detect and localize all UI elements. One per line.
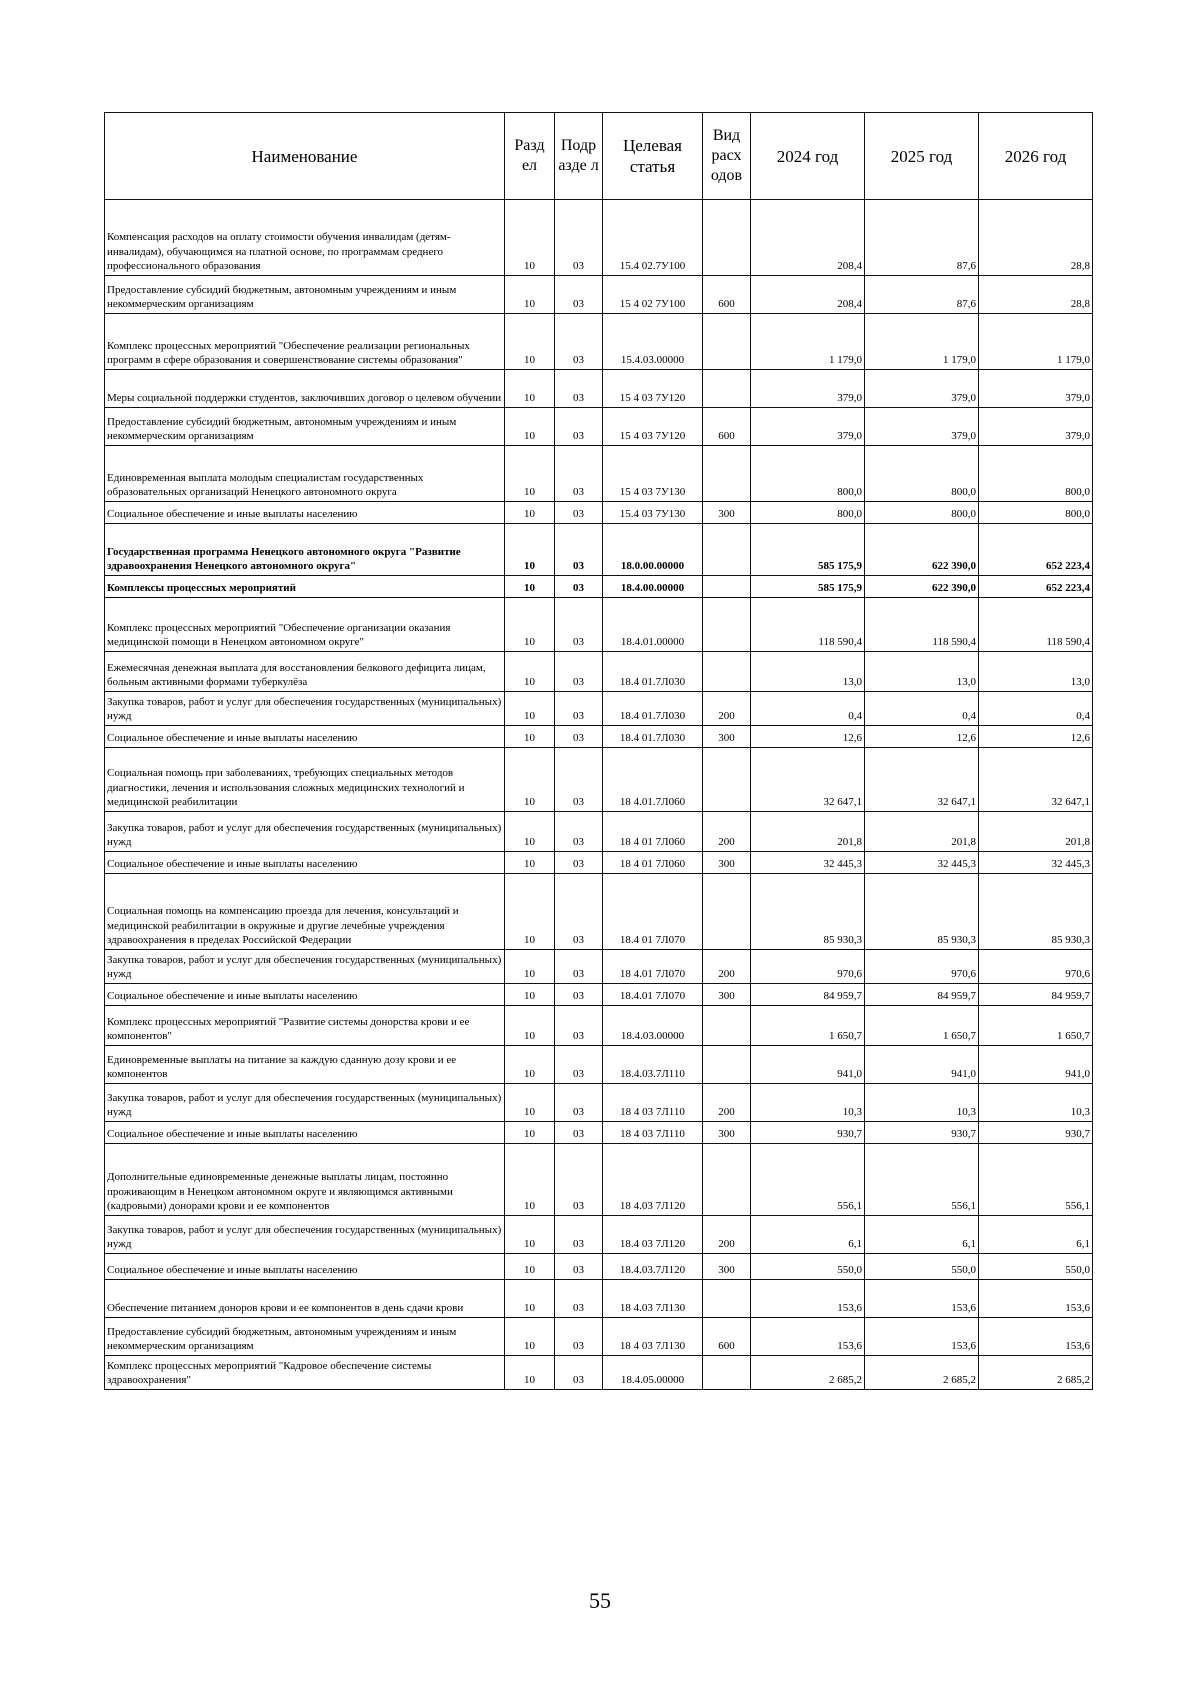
row-razdel: 10	[505, 276, 555, 314]
row-amount-2026: 930,7	[979, 1122, 1093, 1144]
table-row	[105, 652, 1093, 692]
row-razdel: 10	[505, 748, 555, 812]
row-amount-2025: 153,6	[865, 1318, 979, 1356]
row-expense-type	[703, 576, 751, 598]
row-expense-type	[703, 652, 751, 692]
row-podrazdel: 03	[555, 852, 603, 874]
row-amount-2024: 800,0	[751, 446, 865, 502]
row-amount-2025: 12,6	[865, 726, 979, 748]
row-name: Закупка товаров, работ и услуг для обеспечения государственных (муниципальных) нужд	[105, 1084, 505, 1122]
row-amount-2024: 13,0	[751, 652, 865, 692]
row-podrazdel: 03	[555, 950, 603, 984]
table-body	[105, 200, 1093, 1390]
row-target-article: 15 4 03 7У130	[603, 446, 703, 502]
row-amount-2024: 10,3	[751, 1084, 865, 1122]
row-amount-2026: 800,0	[979, 502, 1093, 524]
row-expense-type: 200	[703, 1084, 751, 1122]
table-row	[105, 576, 1093, 598]
row-podrazdel: 03	[555, 1318, 603, 1356]
row-amount-2025: 2 685,2	[865, 1356, 979, 1390]
table-row	[105, 748, 1093, 812]
row-amount-2025: 201,8	[865, 812, 979, 852]
table-row	[105, 502, 1093, 524]
row-amount-2025: 10,3	[865, 1084, 979, 1122]
row-razdel: 10	[505, 852, 555, 874]
row-amount-2026: 652 223,4	[979, 524, 1093, 576]
row-razdel: 10	[505, 812, 555, 852]
row-name: Комплексы процессных мероприятий	[105, 576, 505, 598]
row-name: Обеспечение питанием доноров крови и ее компонентов в день сдачи крови	[105, 1280, 505, 1318]
row-amount-2024: 84 959,7	[751, 984, 865, 1006]
row-amount-2024: 208,4	[751, 200, 865, 276]
row-expense-type	[703, 524, 751, 576]
row-amount-2024: 2 685,2	[751, 1356, 865, 1390]
table-row	[105, 1216, 1093, 1254]
row-expense-type	[703, 446, 751, 502]
table-row	[105, 1006, 1093, 1046]
row-podrazdel: 03	[555, 276, 603, 314]
row-amount-2026: 556,1	[979, 1144, 1093, 1216]
row-amount-2024: 118 590,4	[751, 598, 865, 652]
row-expense-type: 200	[703, 812, 751, 852]
row-target-article: 15 4 03 7У120	[603, 370, 703, 408]
row-expense-type: 300	[703, 726, 751, 748]
row-amount-2025: 87,6	[865, 276, 979, 314]
row-target-article: 18 4.01.7Л060	[603, 748, 703, 812]
table-row	[105, 874, 1093, 950]
row-expense-type: 200	[703, 1216, 751, 1254]
row-amount-2024: 32 445,3	[751, 852, 865, 874]
table-row	[105, 1046, 1093, 1084]
row-amount-2025: 85 930,3	[865, 874, 979, 950]
row-name: Закупка товаров, работ и услуг для обеспечения государственных (муниципальных) нужд	[105, 812, 505, 852]
row-amount-2025: 13,0	[865, 652, 979, 692]
row-amount-2024: 12,6	[751, 726, 865, 748]
row-amount-2025: 6,1	[865, 1216, 979, 1254]
row-amount-2025: 0,4	[865, 692, 979, 726]
row-podrazdel: 03	[555, 1356, 603, 1390]
row-podrazdel: 03	[555, 1046, 603, 1084]
row-amount-2025: 87,6	[865, 200, 979, 276]
row-podrazdel: 03	[555, 370, 603, 408]
row-razdel: 10	[505, 524, 555, 576]
row-podrazdel: 03	[555, 1122, 603, 1144]
row-podrazdel: 03	[555, 748, 603, 812]
row-name: Комплекс процессных мероприятий "Обеспечение организации оказания медицинской помощи в Ненецком автономном округе"	[105, 598, 505, 652]
row-expense-type	[703, 1006, 751, 1046]
row-podrazdel: 03	[555, 984, 603, 1006]
header-year-2026: 2026 год	[979, 113, 1093, 200]
header-name: Наименование	[105, 113, 505, 200]
row-amount-2025: 800,0	[865, 502, 979, 524]
row-amount-2025: 118 590,4	[865, 598, 979, 652]
row-target-article: 18 4.03 7Л130	[603, 1280, 703, 1318]
row-podrazdel: 03	[555, 692, 603, 726]
table-header	[105, 113, 1093, 200]
table-row	[105, 1280, 1093, 1318]
row-expense-type: 200	[703, 950, 751, 984]
row-amount-2024: 379,0	[751, 370, 865, 408]
row-expense-type	[703, 1280, 751, 1318]
row-razdel: 10	[505, 1144, 555, 1216]
row-target-article: 18 4.03 7Л120	[603, 1144, 703, 1216]
row-expense-type	[703, 370, 751, 408]
row-razdel: 10	[505, 874, 555, 950]
row-amount-2024: 556,1	[751, 1144, 865, 1216]
row-target-article: 18.4.01 7Л070	[603, 984, 703, 1006]
row-podrazdel: 03	[555, 446, 603, 502]
row-razdel: 10	[505, 370, 555, 408]
row-podrazdel: 03	[555, 1254, 603, 1280]
header-expense-type: Вид расх одов	[703, 113, 751, 200]
row-amount-2025: 556,1	[865, 1144, 979, 1216]
row-razdel: 10	[505, 1084, 555, 1122]
row-podrazdel: 03	[555, 1216, 603, 1254]
row-razdel: 10	[505, 1216, 555, 1254]
row-amount-2025: 379,0	[865, 370, 979, 408]
row-amount-2024: 550,0	[751, 1254, 865, 1280]
row-name: Социальная помощь на компенсацию проезда для лечения, консультаций и медицинской реабилитации в окружные и другие лечебные учреждения здравоохранения в пределах Российской Федерации	[105, 874, 505, 950]
row-name: Комплекс процессных мероприятий "Кадровое обеспечение системы здравоохранения"	[105, 1356, 505, 1390]
row-name: Дополнительные единовременные денежные выплаты лицам, постоянно проживающим в Ненецком автономном округе и являющимся активными (кадровыми) донорами крови и ее компонентов	[105, 1144, 505, 1216]
row-amount-2026: 6,1	[979, 1216, 1093, 1254]
row-amount-2026: 941,0	[979, 1046, 1093, 1084]
row-target-article: 18.0.00.00000	[603, 524, 703, 576]
row-name: Меры социальной поддержки студентов, заключивших договор о целевом обучении	[105, 370, 505, 408]
row-podrazdel: 03	[555, 524, 603, 576]
row-amount-2024: 85 930,3	[751, 874, 865, 950]
row-podrazdel: 03	[555, 652, 603, 692]
table-row	[105, 370, 1093, 408]
row-podrazdel: 03	[555, 408, 603, 446]
row-razdel: 10	[505, 726, 555, 748]
row-amount-2025: 550,0	[865, 1254, 979, 1280]
row-amount-2024: 800,0	[751, 502, 865, 524]
row-target-article: 18.4 01.7Л030	[603, 652, 703, 692]
row-amount-2025: 32 445,3	[865, 852, 979, 874]
row-target-article: 18.4.03.7Л120	[603, 1254, 703, 1280]
row-target-article: 18.4.00.00000	[603, 576, 703, 598]
row-amount-2026: 28,8	[979, 200, 1093, 276]
row-name: Государственная программа Ненецкого автономного округа "Развитие здравоохранения Ненецкого автономного округа"	[105, 524, 505, 576]
table-row	[105, 1084, 1093, 1122]
row-podrazdel: 03	[555, 502, 603, 524]
row-amount-2025: 622 390,0	[865, 576, 979, 598]
row-target-article: 18.4 01.7Л030	[603, 726, 703, 748]
row-amount-2026: 84 959,7	[979, 984, 1093, 1006]
row-razdel: 10	[505, 1280, 555, 1318]
row-expense-type: 300	[703, 984, 751, 1006]
row-amount-2024: 32 647,1	[751, 748, 865, 812]
row-amount-2025: 622 390,0	[865, 524, 979, 576]
row-target-article: 18.4.01.00000	[603, 598, 703, 652]
row-podrazdel: 03	[555, 314, 603, 370]
row-amount-2026: 379,0	[979, 370, 1093, 408]
row-amount-2026: 32 445,3	[979, 852, 1093, 874]
table-row	[105, 314, 1093, 370]
row-expense-type: 300	[703, 502, 751, 524]
row-target-article: 18 4 03 7Л110	[603, 1084, 703, 1122]
row-amount-2026: 652 223,4	[979, 576, 1093, 598]
row-amount-2024: 153,6	[751, 1318, 865, 1356]
row-podrazdel: 03	[555, 812, 603, 852]
row-razdel: 10	[505, 984, 555, 1006]
row-amount-2026: 1 179,0	[979, 314, 1093, 370]
row-amount-2025: 1 179,0	[865, 314, 979, 370]
row-name: Единовременные выплаты на питание за каждую сданную дозу крови и ее компонентов	[105, 1046, 505, 1084]
row-name: Социальное обеспечение и иные выплаты населению	[105, 1254, 505, 1280]
row-podrazdel: 03	[555, 1280, 603, 1318]
row-target-article: 18 4 03 7Л130	[603, 1318, 703, 1356]
row-expense-type	[703, 598, 751, 652]
row-expense-type	[703, 748, 751, 812]
row-amount-2025: 84 959,7	[865, 984, 979, 1006]
row-razdel: 10	[505, 1046, 555, 1084]
row-razdel: 10	[505, 446, 555, 502]
row-amount-2024: 208,4	[751, 276, 865, 314]
header-year-2024: 2024 год	[751, 113, 865, 200]
row-amount-2025: 800,0	[865, 446, 979, 502]
row-name: Социальное обеспечение и иные выплаты населению	[105, 502, 505, 524]
row-amount-2026: 0,4	[979, 692, 1093, 726]
row-razdel: 10	[505, 200, 555, 276]
row-name: Предоставление субсидий бюджетным, автономным учреждениям и иным некоммерческим организациям	[105, 1318, 505, 1356]
row-razdel: 10	[505, 1356, 555, 1390]
row-name: Комплекс процессных мероприятий "Обеспечение реализации региональных программ в сфере образования и совершенствование системы образования"	[105, 314, 505, 370]
table-row	[105, 1254, 1093, 1280]
row-razdel: 10	[505, 1254, 555, 1280]
row-target-article: 18.4 01.7Л030	[603, 692, 703, 726]
row-podrazdel: 03	[555, 576, 603, 598]
row-name: Компенсация расходов на оплату стоимости обучения инвалидам (детям-инвалидам), обучающимся на платной основе, по программам среднего профессионального образования	[105, 200, 505, 276]
row-amount-2026: 12,6	[979, 726, 1093, 748]
row-expense-type	[703, 200, 751, 276]
row-razdel: 10	[505, 950, 555, 984]
table-row	[105, 950, 1093, 984]
row-podrazdel: 03	[555, 1084, 603, 1122]
table-row	[105, 984, 1093, 1006]
row-name: Социальная помощь при заболеваниях, требующих специальных методов диагностики, лечения и использования сложных медицинских технологий и медицинской реабилитации	[105, 748, 505, 812]
row-razdel: 10	[505, 1006, 555, 1046]
row-podrazdel: 03	[555, 874, 603, 950]
row-podrazdel: 03	[555, 1006, 603, 1046]
row-amount-2026: 85 930,3	[979, 874, 1093, 950]
row-expense-type	[703, 1046, 751, 1084]
row-expense-type: 300	[703, 1122, 751, 1144]
row-name: Единовременная выплата молодым специалистам государственных образовательных организаций Ненецкого автономного округа	[105, 446, 505, 502]
row-amount-2026: 379,0	[979, 408, 1093, 446]
row-target-article: 18.4.03.7Л110	[603, 1046, 703, 1084]
row-name: Комплекс процессных мероприятий "Развитие системы донорства крови и ее компонентов"	[105, 1006, 505, 1046]
row-razdel: 10	[505, 1318, 555, 1356]
row-target-article: 18 4 03 7Л110	[603, 1122, 703, 1144]
row-amount-2024: 585 175,9	[751, 576, 865, 598]
row-amount-2024: 201,8	[751, 812, 865, 852]
row-name: Социальное обеспечение и иные выплаты населению	[105, 984, 505, 1006]
row-name: Социальное обеспечение и иные выплаты населению	[105, 1122, 505, 1144]
row-razdel: 10	[505, 1122, 555, 1144]
row-target-article: 18.4.05.00000	[603, 1356, 703, 1390]
row-podrazdel: 03	[555, 1144, 603, 1216]
row-amount-2024: 6,1	[751, 1216, 865, 1254]
row-target-article: 18 4 01 7Л060	[603, 852, 703, 874]
row-amount-2026: 28,8	[979, 276, 1093, 314]
table-row	[105, 1356, 1093, 1390]
table-row	[105, 852, 1093, 874]
table-row	[105, 1144, 1093, 1216]
row-amount-2025: 153,6	[865, 1280, 979, 1318]
row-amount-2026: 800,0	[979, 446, 1093, 502]
row-razdel: 10	[505, 408, 555, 446]
row-name: Ежемесячная денежная выплата для восстановления белкового дефицита лицам, больным активными формами туберкулёза	[105, 652, 505, 692]
row-amount-2026: 153,6	[979, 1318, 1093, 1356]
row-amount-2025: 970,6	[865, 950, 979, 984]
row-target-article: 15.4 03 7У130	[603, 502, 703, 524]
row-amount-2026: 970,6	[979, 950, 1093, 984]
row-expense-type: 600	[703, 1318, 751, 1356]
row-name: Закупка товаров, работ и услуг для обеспечения государственных (муниципальных) нужд	[105, 950, 505, 984]
row-name: Предоставление субсидий бюджетным, автономным учреждениям и иным некоммерческим организациям	[105, 276, 505, 314]
table-row	[105, 408, 1093, 446]
table-row	[105, 812, 1093, 852]
table-row	[105, 1318, 1093, 1356]
table-row	[105, 446, 1093, 502]
row-amount-2024: 970,6	[751, 950, 865, 984]
row-target-article: 15 4 03 7У120	[603, 408, 703, 446]
row-podrazdel: 03	[555, 200, 603, 276]
row-amount-2026: 10,3	[979, 1084, 1093, 1122]
row-expense-type: 200	[703, 692, 751, 726]
row-target-article: 18.4 01 7Л070	[603, 874, 703, 950]
header-row	[105, 113, 1093, 200]
row-amount-2024: 153,6	[751, 1280, 865, 1318]
row-amount-2026: 2 685,2	[979, 1356, 1093, 1390]
row-name: Закупка товаров, работ и услуг для обеспечения государственных (муниципальных) нужд	[105, 1216, 505, 1254]
row-amount-2026: 550,0	[979, 1254, 1093, 1280]
table-row	[105, 692, 1093, 726]
row-amount-2024: 1 179,0	[751, 314, 865, 370]
page-number: 55	[589, 1588, 611, 1613]
row-amount-2024: 941,0	[751, 1046, 865, 1084]
row-amount-2025: 379,0	[865, 408, 979, 446]
budget-table	[104, 112, 1093, 1390]
row-target-article: 15 4 02 7У100	[603, 276, 703, 314]
table-row	[105, 1122, 1093, 1144]
row-amount-2026: 13,0	[979, 652, 1093, 692]
header-year-2025: 2025 год	[865, 113, 979, 200]
table-row	[105, 524, 1093, 576]
row-target-article: 18 4 01 7Л060	[603, 812, 703, 852]
row-amount-2025: 930,7	[865, 1122, 979, 1144]
row-name: Закупка товаров, работ и услуг для обеспечения государственных (муниципальных) нужд	[105, 692, 505, 726]
row-podrazdel: 03	[555, 726, 603, 748]
row-amount-2024: 585 175,9	[751, 524, 865, 576]
row-expense-type: 300	[703, 852, 751, 874]
row-razdel: 10	[505, 576, 555, 598]
row-expense-type: 600	[703, 408, 751, 446]
row-expense-type	[703, 314, 751, 370]
row-amount-2024: 1 650,7	[751, 1006, 865, 1046]
row-amount-2026: 1 650,7	[979, 1006, 1093, 1046]
table-row	[105, 276, 1093, 314]
row-target-article: 15.4.03.00000	[603, 314, 703, 370]
row-amount-2026: 153,6	[979, 1280, 1093, 1318]
header-target-article: Целевая статья	[603, 113, 703, 200]
row-target-article: 18.4 03 7Л120	[603, 1216, 703, 1254]
row-target-article: 15.4 02.7У100	[603, 200, 703, 276]
table-row	[105, 200, 1093, 276]
row-amount-2025: 1 650,7	[865, 1006, 979, 1046]
row-expense-type	[703, 874, 751, 950]
row-expense-type	[703, 1356, 751, 1390]
row-expense-type: 600	[703, 276, 751, 314]
row-expense-type: 300	[703, 1254, 751, 1280]
header-razdel: Разд ел	[505, 113, 555, 200]
row-razdel: 10	[505, 314, 555, 370]
header-podrazdel: Подр азде л	[555, 113, 603, 200]
row-name: Предоставление субсидий бюджетным, автономным учреждениям и иным некоммерческим организациям	[105, 408, 505, 446]
row-razdel: 10	[505, 652, 555, 692]
row-expense-type	[703, 1144, 751, 1216]
row-amount-2024: 379,0	[751, 408, 865, 446]
row-podrazdel: 03	[555, 598, 603, 652]
row-razdel: 10	[505, 502, 555, 524]
row-amount-2024: 930,7	[751, 1122, 865, 1144]
row-amount-2025: 941,0	[865, 1046, 979, 1084]
row-razdel: 10	[505, 598, 555, 652]
table-row	[105, 726, 1093, 748]
row-amount-2026: 32 647,1	[979, 748, 1093, 812]
row-amount-2026: 201,8	[979, 812, 1093, 852]
row-name: Социальное обеспечение и иные выплаты населению	[105, 852, 505, 874]
table-row	[105, 598, 1093, 652]
row-amount-2024: 0,4	[751, 692, 865, 726]
row-name: Социальное обеспечение и иные выплаты населению	[105, 726, 505, 748]
row-amount-2025: 32 647,1	[865, 748, 979, 812]
row-target-article: 18.4.03.00000	[603, 1006, 703, 1046]
row-razdel: 10	[505, 692, 555, 726]
row-target-article: 18 4.01 7Л070	[603, 950, 703, 984]
row-amount-2026: 118 590,4	[979, 598, 1093, 652]
